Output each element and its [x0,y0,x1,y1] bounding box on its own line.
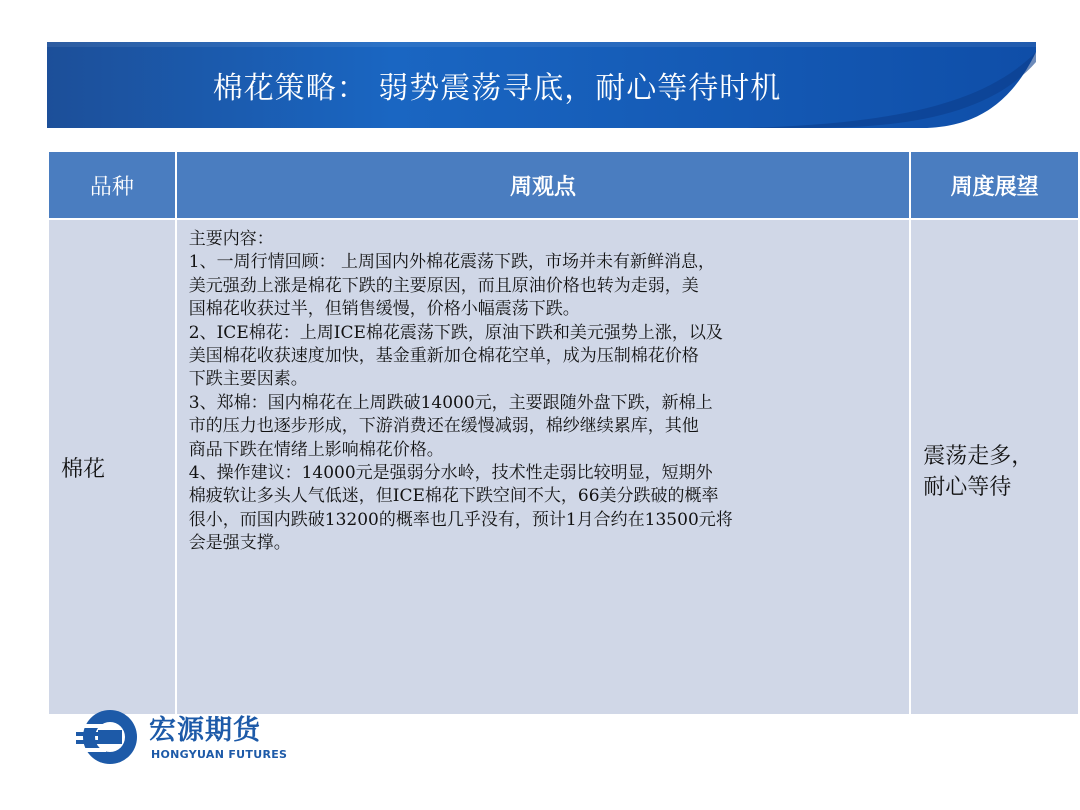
header-weekly-view: 周观点 [176,151,910,219]
slide-title: 棉花策略： 弱势震荡寻底，耐心等待时机 [212,71,782,106]
header-variety: 品种 [48,151,176,219]
table-header-row [48,151,1079,219]
view-line: 1、一周行情回顾： 上周国内外棉花震荡下跌，市场并未有新鲜消息， [188,252,715,273]
view-line: 主要内容： [188,229,274,249]
view-line: 美元强劲上涨是棉花下跌的主要原因，而且原油价格也转为走弱，美 [188,275,699,296]
view-line: 国棉花收获过半，但销售缓慢，价格小幅震荡下跌。 [188,299,580,320]
table-row [48,219,1079,715]
header-weekly-outlook: 周度展望 [910,151,1079,219]
variety-cell: 棉花 [48,219,176,715]
logo-mark-icon [76,702,140,772]
strategy-table [47,150,1080,716]
view-line: 商品下跌在情绪上影响棉花价格。 [188,439,444,460]
view-line: 市的压力也逐步形成，下游消费还在缓慢减弱，棉纱继续累库，其他 [188,416,699,437]
view-line: 棉疲软让多头人气低迷，但ICE棉花下跌空间不大，66美分跌破的概率 [188,486,719,507]
view-line: 4、操作建议：14000元是强弱分水岭，技术性走弱比较明显，短期外 [188,463,713,484]
view-line: 2、ICE棉花：上周ICE棉花震荡下跌，原油下跌和美元强势上涨，以及 [188,322,723,343]
title-banner [47,42,1036,128]
view-line: 很小，而国内跌破13200的概率也几乎没有，预计1月合约在13500元将 [188,509,733,530]
view-line: 3、郑棉：国内棉花在上周跌破14000元，主要跟随外盘下跌，新棉上 [188,392,713,413]
logo-name-cn: 宏源期货 [149,715,261,746]
company-logo [76,702,316,772]
logo-name-en: HONGYUAN FUTURES [151,748,288,761]
view-line: 下跌主要因素。 [188,369,308,390]
outlook-line: 耐心等待 [923,475,1012,500]
view-line: 会是强支撑。 [188,533,291,554]
weekly-view-cell [176,219,910,715]
view-line: 美国棉花收获速度加快，基金重新加仓棉花空单，成为压制棉花价格 [188,346,699,367]
outlook-cell [910,219,1079,715]
outlook-line: 震荡走多， [923,444,1034,469]
